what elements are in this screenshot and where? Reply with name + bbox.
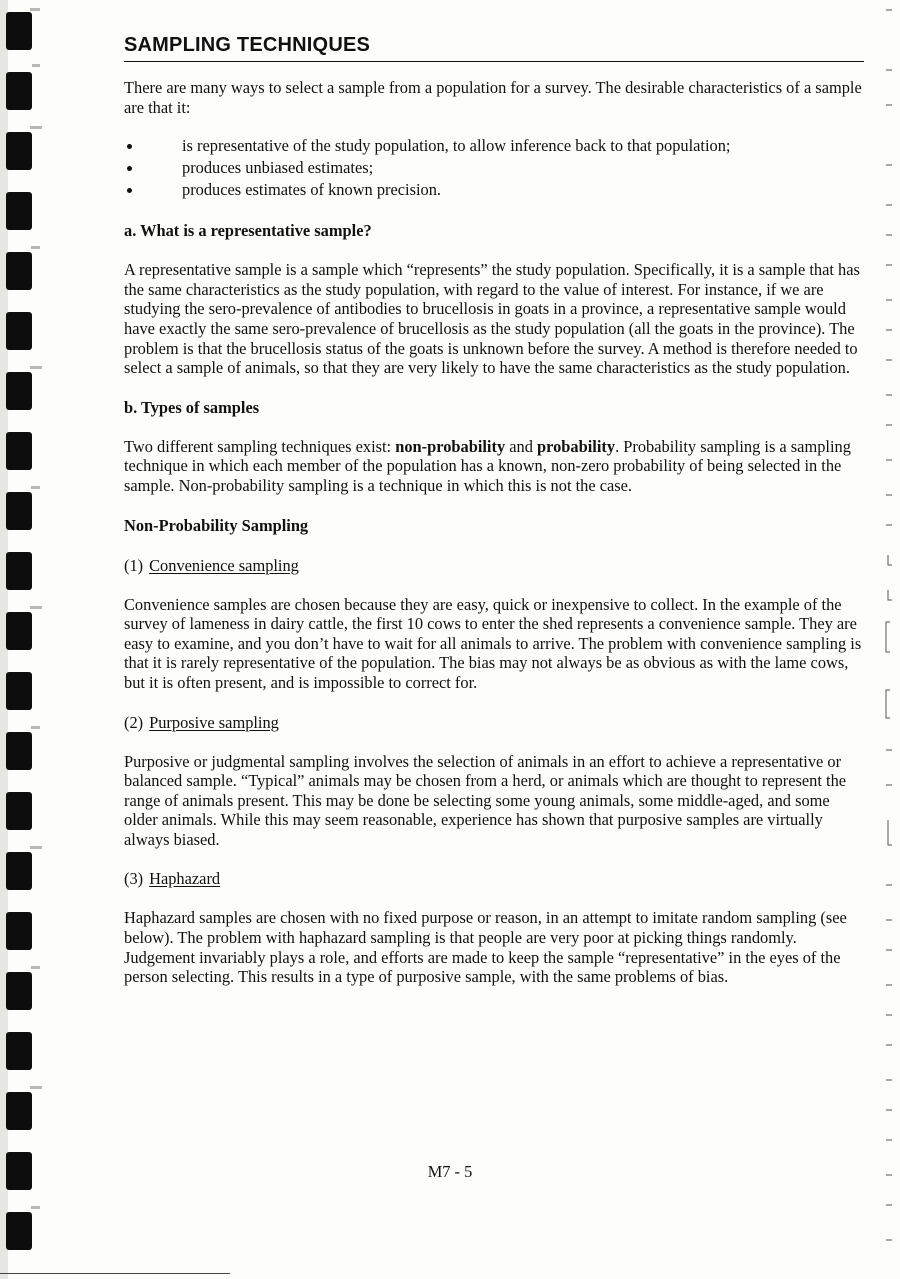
list-item: produces estimates of known precision. bbox=[124, 179, 864, 201]
page-title: SAMPLING TECHNIQUES bbox=[124, 34, 864, 62]
list-item: is representative of the study population, to allow inference back to that population; bbox=[124, 135, 864, 157]
right-edge-marks bbox=[880, 0, 900, 1279]
non-probability-heading: Non-Probability Sampling bbox=[124, 515, 309, 535]
subsection-title: Haphazard bbox=[149, 869, 221, 889]
subsection-body: Convenience samples are chosen because they are easy, quick or inexpensive to collect. In the example of the survey of lameness in dairy cattle, the first 10 cows to enter the shed represents a convenience sample. They are easy to examine, and you don’t have to wait for all animals to arrive. The problem with convenience sampling is that it is rarely representative of the population. The bias may not always be as obvious as with the lame cows, but it is often present, and is impossible to correct for. bbox=[124, 594, 862, 692]
document-page bbox=[124, 34, 864, 987]
subsection-heading bbox=[124, 713, 864, 733]
section-a-body: A representative sample is a sample which “represents” the study population. Specifically, it is a sample that has the same characteristics as the study population, with regard to the value of interest. For instance, if we are studying the sero-prevalence of antibodies to brucellosis in goats in a province, a representative sample would have exactly the same sero-prevalence of brucellosis as the study population (all the goats in the province). The problem is that the brucellosis status of the goats is unknown before the survey. A method is therefore needed to select a sample of animals, so that they are very likely to have the same characteristics as the study population. bbox=[124, 260, 860, 378]
subsection-body: Purposive or judgmental sampling involves the selection of animals in an effort to achieve a representative or balanced sample. “Typical” animals may be chosen from a herd, or animals which are thought to represent the range of animals present. This may be done be selecting some young animals, some middle-aged, and some older animals. While this may seem reasonable, experience has shown that purposive samples are virtually always biased. bbox=[124, 751, 847, 849]
characteristics-list bbox=[124, 135, 864, 201]
section-b-text: and bbox=[505, 436, 538, 456]
subsection-title: Convenience sampling bbox=[149, 555, 299, 575]
subsection-body: Haphazard samples are chosen with no fixed purpose or reason, in an attempt to imitate random sampling (see below). The problem with haphazard sampling is that people are very poor at picking things randomly. Judgement invariably plays a role, and efforts are made to keep the sample “representative” in the eyes of the person selecting. This results in a type of purposive sample, with the same problems of bias. bbox=[124, 908, 847, 987]
subsection-title: Purposive sampling bbox=[149, 712, 279, 732]
subsection-heading bbox=[124, 556, 864, 576]
section-b-body bbox=[124, 437, 864, 496]
list-item: produces unbiased estimates; bbox=[124, 157, 864, 179]
term-probability: probability bbox=[537, 436, 616, 456]
page-number: M7 - 5 bbox=[427, 1162, 473, 1181]
intro-paragraph: There are many ways to select a sample from a population for a survey. The desirable characteristics of a sample are that it: bbox=[124, 78, 862, 117]
subsection-number: (2) bbox=[124, 712, 144, 732]
section-b-heading: b. Types of samples bbox=[124, 397, 260, 417]
section-b-text: Two different sampling techniques exist: bbox=[124, 436, 396, 456]
binder-edge bbox=[0, 0, 46, 1279]
term-non-probability: non-probability bbox=[395, 436, 506, 456]
section-a-heading: a. What is a representative sample? bbox=[124, 221, 372, 241]
section-b-text: . Probability sampling is a sampling technique in which each member of the population has a known, non-zero probability of being selected in the sample. Non-probability sampling is a technique in which this is not the case. bbox=[124, 436, 851, 495]
footer-rule bbox=[0, 1273, 230, 1274]
subsection-number: (3) bbox=[124, 869, 144, 889]
subsection-heading bbox=[124, 869, 864, 889]
subsection-number: (1) bbox=[124, 555, 144, 575]
